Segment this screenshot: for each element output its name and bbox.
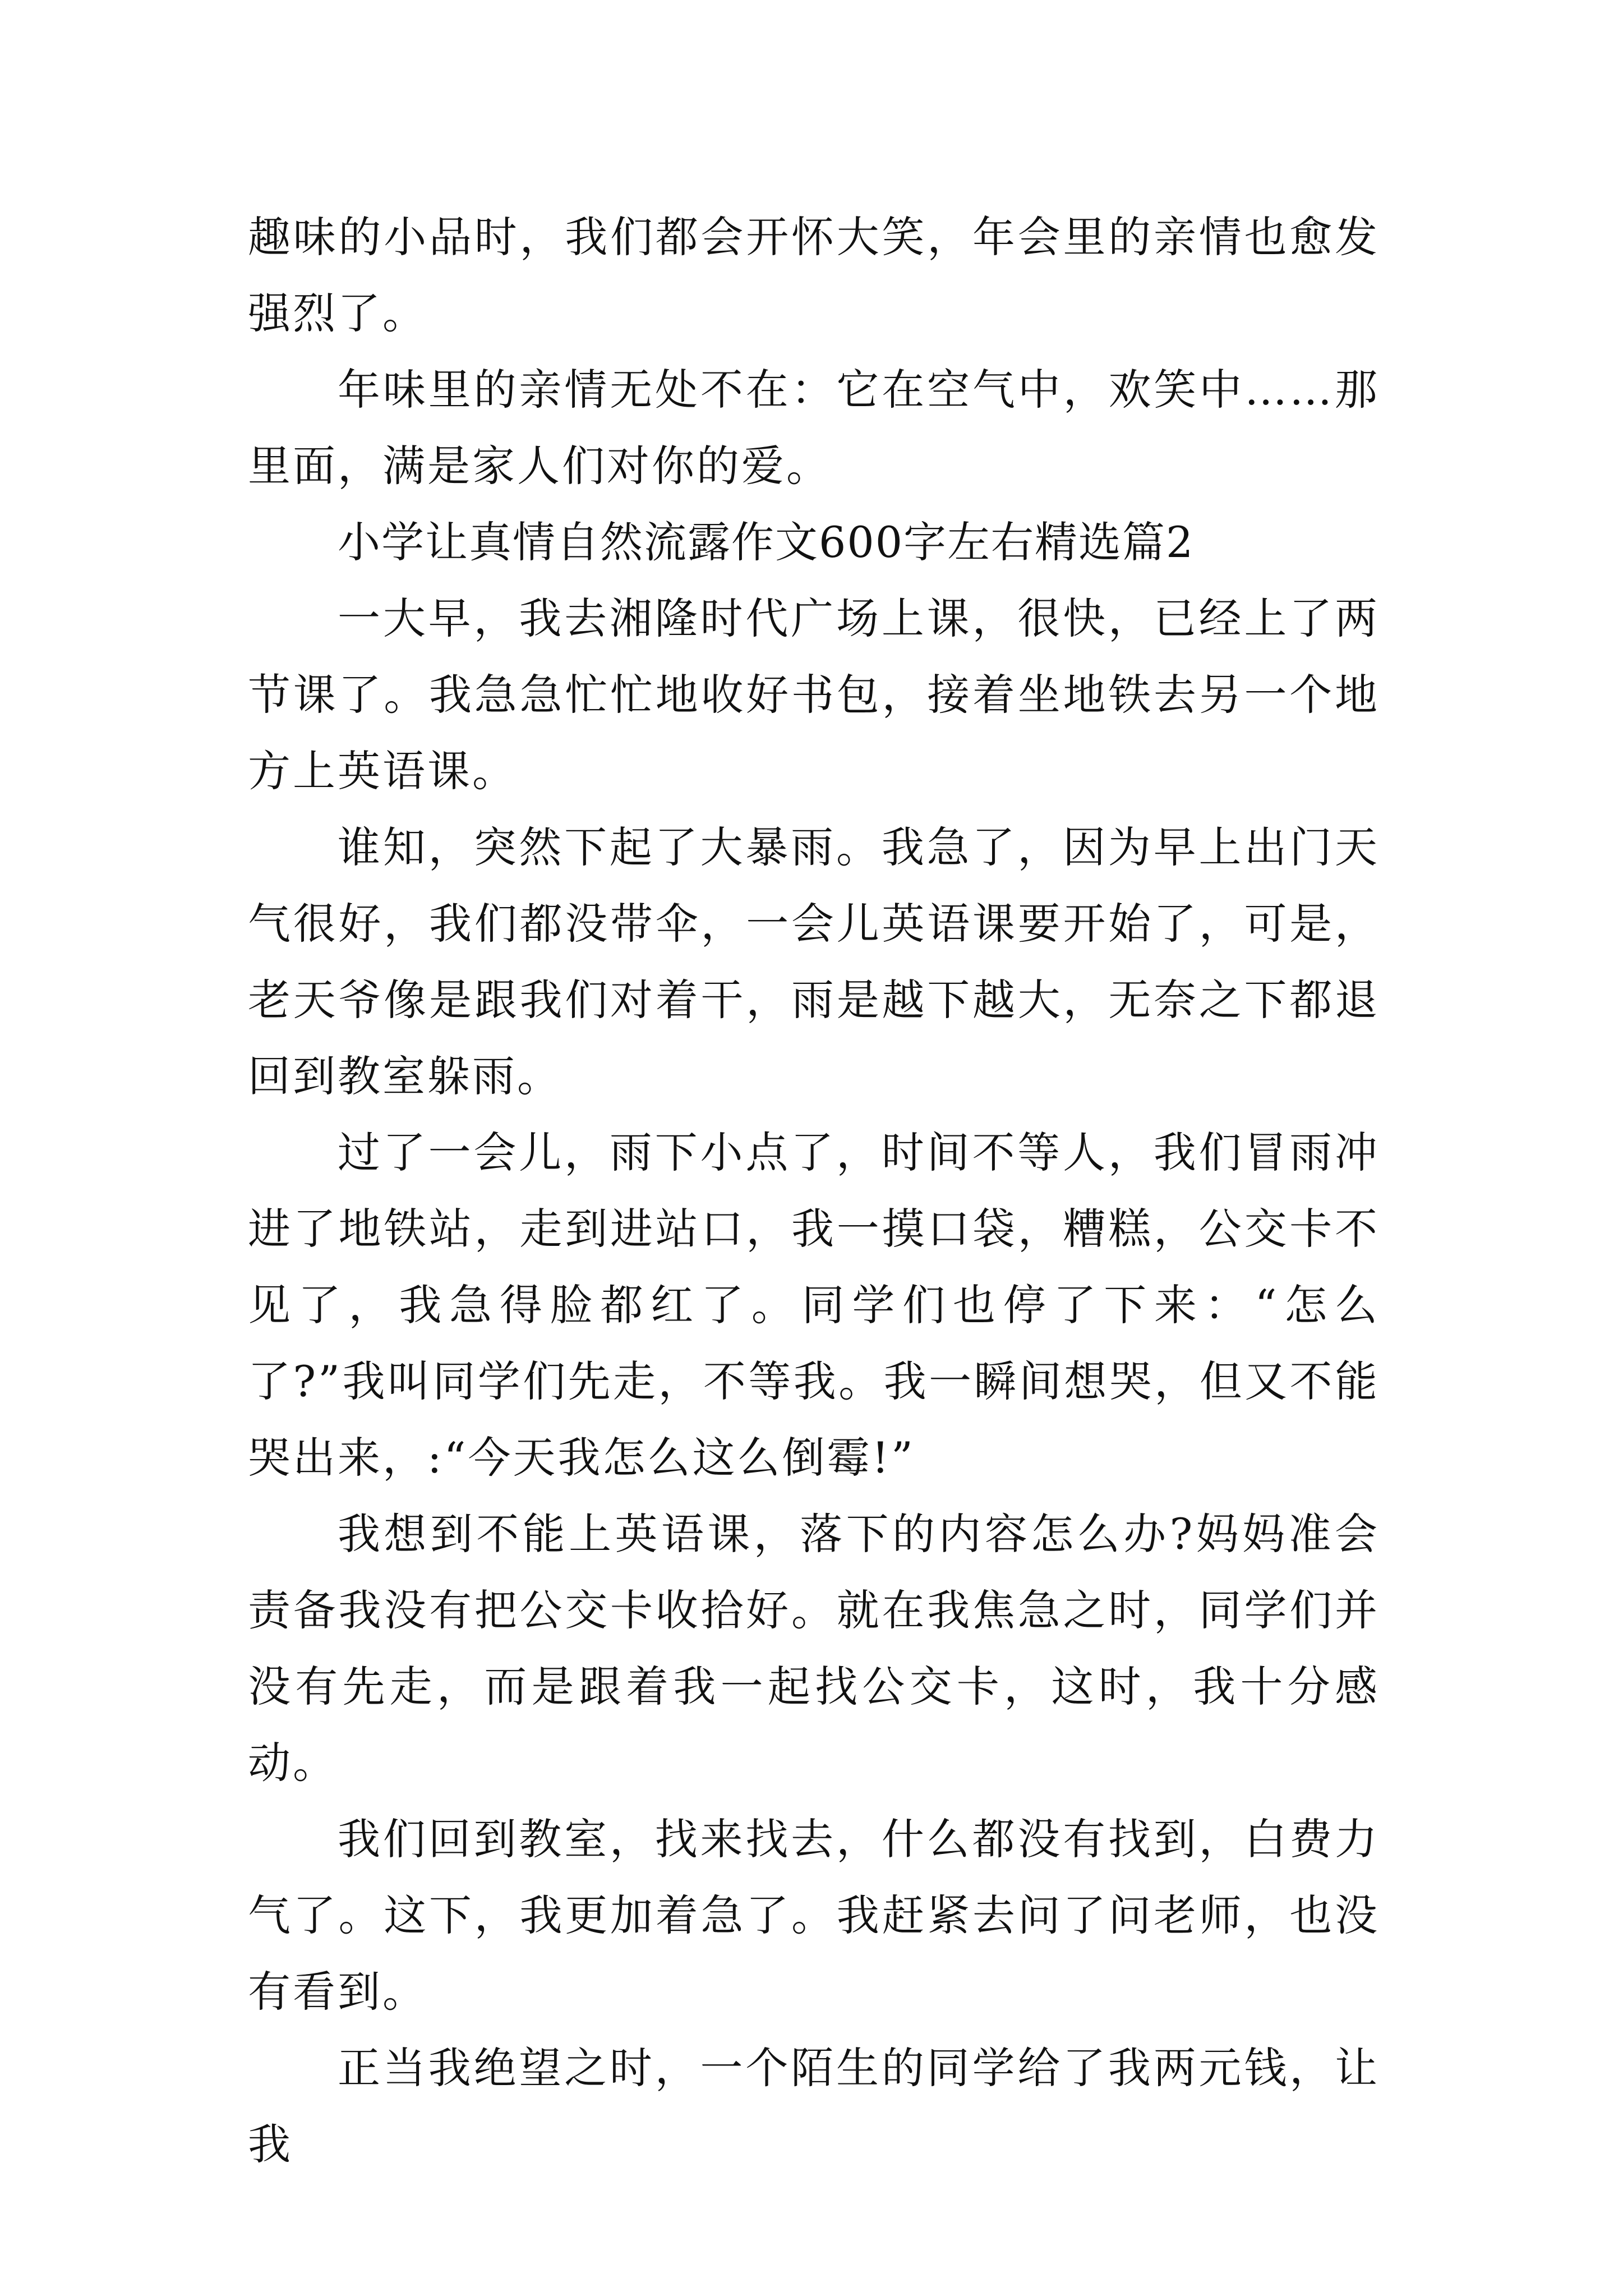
paragraph-5: 过了一会儿，雨下小点了，时间不等人，我们冒雨冲进了地铁站，走到进站口，我一摸口袋，糟糕，公交卡不见了，我急得脸都红了。同学们也停了下来：“怎么了?”我叫同学们先走，不等我。我一瞬间想哭，但又不能哭出来，:“今天我怎么这么倒霉!” [248, 1128, 1380, 1483]
paragraph-1: 趣味的小品时，我们都会开怀大笑，年会里的亲情也愈发强烈了。 [248, 212, 1380, 338]
section-heading: 小学让真情自然流露作文600字左右精选篇2 [338, 517, 1195, 567]
paragraph-8: 正当我绝望之时，一个陌生的同学给了我两元钱，让我 [248, 2043, 1380, 2169]
paragraph-7: 我们回到教室，找来找去，什么都没有找到，白费力气了。这下，我更加着急了。我赶紧去问了问老师，也没有看到。 [248, 1814, 1380, 2017]
paragraph-2: 年味里的亲情无处不在：它在空气中，欢笑中……那里面，满是家人们对你的爱。 [248, 365, 1380, 491]
paragraph-3: 一大早，我去湘隆时代广场上课，很快，已经上了两节课了。我急急忙忙地收好书包，接着坐地铁去另一个地方上英语课。 [248, 593, 1380, 796]
paragraph-6: 我想到不能上英语课，落下的内容怎么办?妈妈准会责备我没有把公交卡收拾好。就在我焦急之时，同学们并没有先走，而是跟着我一起找公交卡，这时，我十分感动。 [248, 1509, 1380, 1788]
body-text [248, 199, 1380, 2183]
paragraph-4: 谁知，突然下起了大暴雨。我急了，因为早上出门天气很好，我们都没带伞，一会儿英语课要开始了，可是，老天爷像是跟我们对着干，雨是越下越大，无奈之下都退回到教室躲雨。 [248, 822, 1380, 1101]
